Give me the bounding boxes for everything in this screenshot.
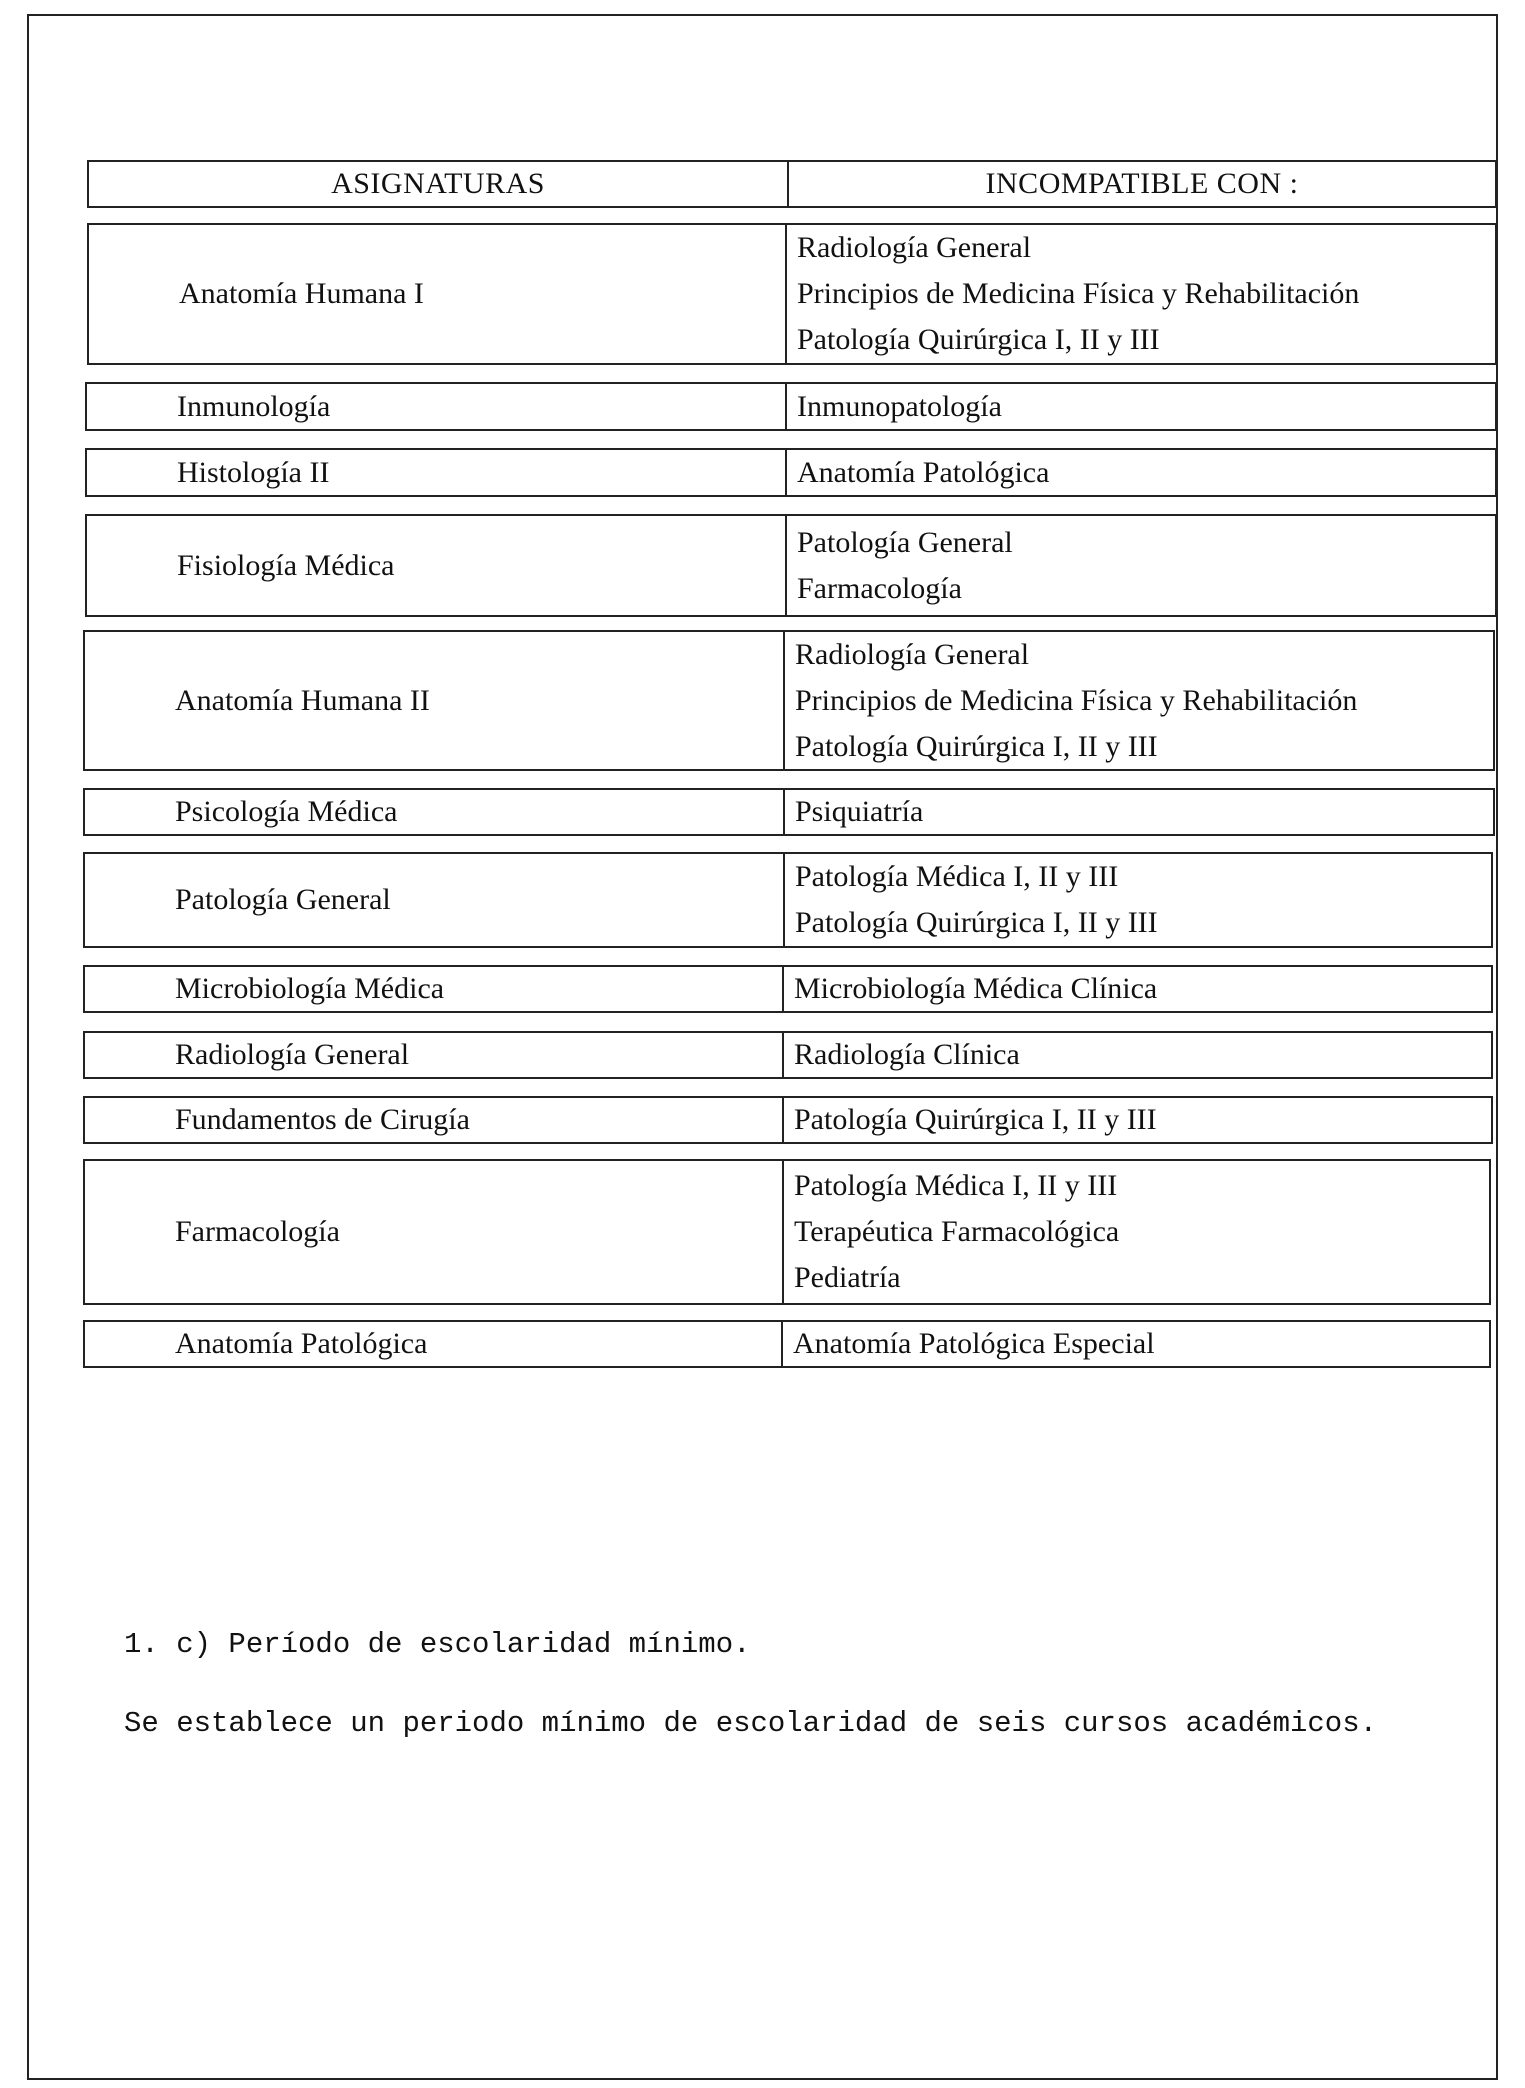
- table-row: [83, 630, 1495, 771]
- table-row: [83, 788, 1495, 836]
- incompatible-cell: [783, 632, 1493, 769]
- incompatible-item: Patología General: [797, 525, 1013, 559]
- table-row: [85, 382, 1497, 431]
- incompatible-cell: [782, 967, 1491, 1011]
- subject-cell: Psicología Médica: [175, 795, 398, 828]
- table-row: [83, 1031, 1493, 1079]
- incompatible-item: Principios de Medicina Física y Rehabilitación: [795, 683, 1358, 717]
- table-row: [85, 514, 1497, 617]
- subject-cell: Patología General: [175, 883, 391, 916]
- incompatible-item: Patología Quirúrgica I, II y III: [795, 729, 1158, 763]
- subject-cell: Fisiología Médica: [177, 548, 395, 582]
- subject-cell: Fundamentos de Cirugía: [175, 1103, 470, 1136]
- table-row: [83, 852, 1493, 948]
- incompatible-cell: [783, 854, 1491, 946]
- header-asignaturas: ASIGNATURAS: [331, 167, 545, 200]
- incompatible-item: Terapéutica Farmacológica: [794, 1215, 1120, 1248]
- incompatible-cell: [785, 225, 1495, 363]
- incompatible-item: Microbiología Médica Clínica: [794, 972, 1158, 1005]
- incompatible-item: Patología Médica I, II y III: [794, 1169, 1118, 1202]
- incompatible-item: Patología Quirúrgica I, II y III: [794, 1103, 1157, 1136]
- incompatible-cell: [785, 450, 1495, 495]
- incompatible-cell: [783, 790, 1493, 834]
- table-row: [87, 223, 1497, 365]
- subject-cell: Radiología General: [175, 1038, 410, 1071]
- table-row: [83, 1096, 1493, 1144]
- incompatible-item: Anatomía Patológica: [797, 455, 1050, 489]
- incompatible-item: Pediatría: [794, 1261, 901, 1294]
- incompatible-cell: [785, 384, 1495, 429]
- table-row: [83, 1159, 1491, 1305]
- incompatible-item: Inmunopatología: [797, 389, 1002, 423]
- incompatible-cell: [785, 516, 1495, 615]
- table-header: [87, 160, 1497, 208]
- subject-cell: Farmacología: [175, 1215, 340, 1248]
- subject-cell: Microbiología Médica: [175, 972, 445, 1005]
- subject-cell: Anatomía Humana I: [179, 277, 424, 310]
- subject-cell: Inmunología: [177, 389, 331, 423]
- subject-cell: Anatomía Humana II: [175, 683, 430, 717]
- incompatible-item: Radiología General: [797, 231, 1032, 264]
- incompatible-item: Anatomía Patológica Especial: [793, 1327, 1155, 1360]
- header-incompatible: INCOMPATIBLE CON :: [787, 162, 1495, 206]
- subject-cell: Histología II: [177, 455, 330, 489]
- incompatible-item: Patología Quirúrgica I, II y III: [797, 323, 1160, 356]
- table-row: [83, 965, 1493, 1013]
- section-heading: 1. c) Período de escolaridad mínimo.: [124, 1628, 751, 1661]
- incompatible-item: Farmacología: [797, 571, 962, 605]
- incompatible-cell: [782, 1161, 1489, 1303]
- incompatible-item: Psiquiatría: [795, 795, 924, 828]
- subject-cell: Anatomía Patológica: [175, 1327, 428, 1360]
- incompatible-cell: [781, 1322, 1489, 1366]
- incompatible-item: Patología Médica I, II y III: [795, 860, 1119, 893]
- incompatible-item: Principios de Medicina Física y Rehabilitación: [797, 277, 1360, 310]
- incompatible-cell: [782, 1098, 1491, 1142]
- incompatible-item: Radiología Clínica: [794, 1038, 1020, 1071]
- table-row: [85, 448, 1497, 497]
- incompatible-item: Radiología General: [795, 637, 1030, 671]
- incompatible-cell: [782, 1033, 1491, 1077]
- section-body: Se establece un periodo mínimo de escolaridad de seis cursos académicos.: [124, 1707, 1378, 1740]
- table-row: [83, 1320, 1491, 1368]
- incompatible-item: Patología Quirúrgica I, II y III: [795, 906, 1158, 939]
